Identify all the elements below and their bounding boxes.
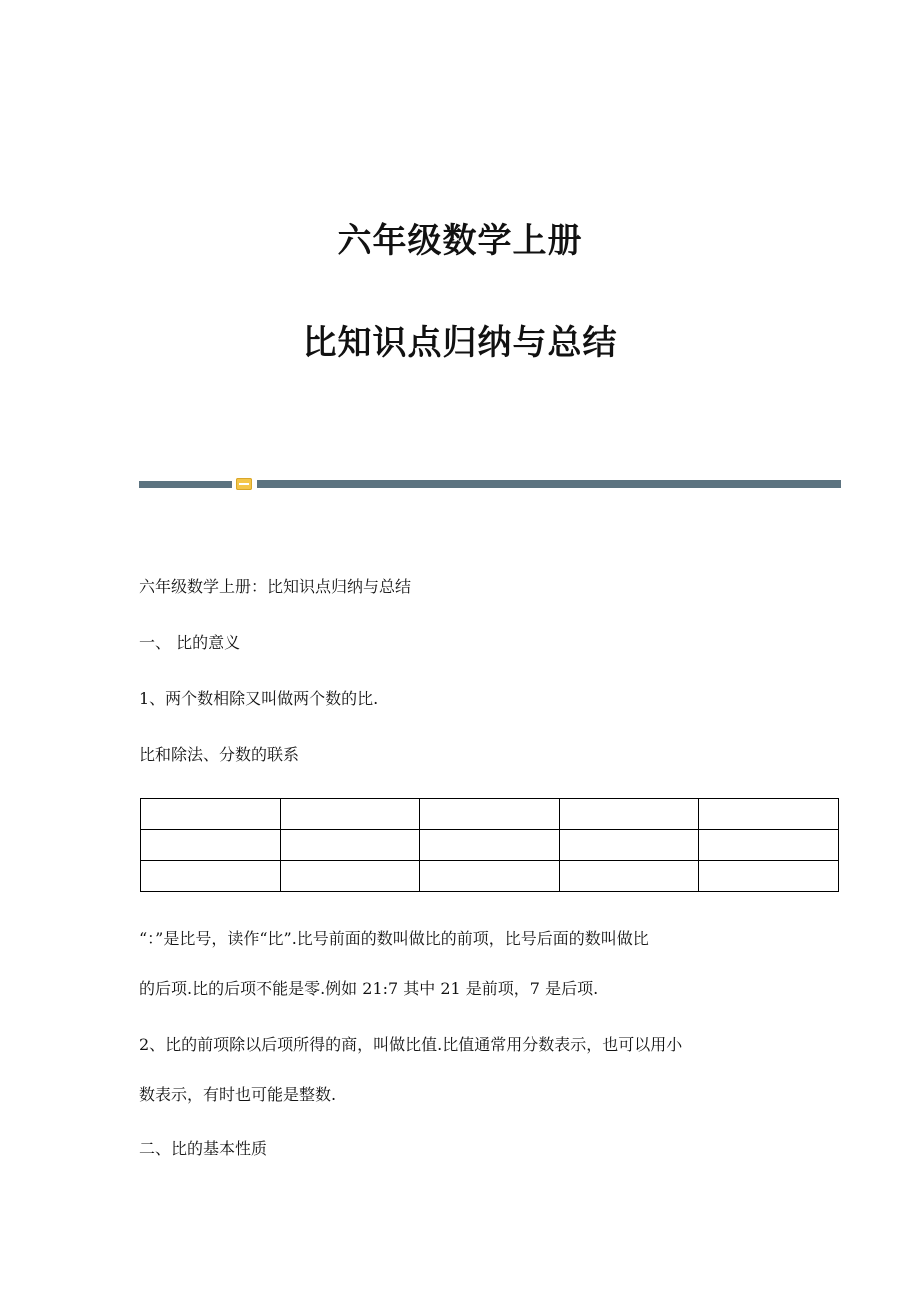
table-cell xyxy=(420,799,560,830)
table-cell xyxy=(280,861,420,892)
document-subtitle: 比知识点归纳与总结 xyxy=(302,323,618,363)
document-title: 六年级数学上册 xyxy=(337,221,583,261)
title-divider xyxy=(139,478,841,492)
table-cell xyxy=(141,799,281,830)
table-cell xyxy=(699,830,839,861)
table-cell xyxy=(280,830,420,861)
table-cell xyxy=(280,799,420,830)
table-cell xyxy=(141,830,281,861)
table-cell xyxy=(699,861,839,892)
table-cell xyxy=(559,861,699,892)
table-cell xyxy=(699,799,839,830)
relation-table xyxy=(140,798,839,892)
intro-line: 六年级数学上册：比知识点归纳与总结 xyxy=(139,577,412,596)
section-heading-basic-property: 二、比的基本性质 xyxy=(139,1139,268,1158)
colon-explanation-line-2: 的后项.比的后项不能是零.例如 21:7 其中 21 是前项，7 是后项. xyxy=(139,979,599,998)
item-2-ratio-value-line-2: 数表示，有时也可能是整数. xyxy=(139,1085,337,1104)
table-row xyxy=(141,799,839,830)
relation-heading: 比和除法、分数的联系 xyxy=(139,745,300,764)
table-row xyxy=(141,861,839,892)
item-1-definition: 1、两个数相除又叫做两个数的比. xyxy=(139,689,379,708)
table-row xyxy=(141,830,839,861)
section-heading-meaning: 一、 比的意义 xyxy=(139,633,241,652)
item-2-ratio-value-line-1: 2、比的前项除以后项所得的商，叫做比值.比值通常用分数表示，也可以用小 xyxy=(139,1035,683,1054)
table-cell xyxy=(420,830,560,861)
table-cell xyxy=(141,861,281,892)
envelope-icon xyxy=(236,478,252,490)
table-cell xyxy=(559,799,699,830)
divider-bar-right xyxy=(257,480,841,488)
colon-explanation-line-1: “：”是比号，读作“比”.比号前面的数叫做比的前项，比号后面的数叫做比 xyxy=(139,929,649,948)
table-cell xyxy=(559,830,699,861)
table-cell xyxy=(420,861,560,892)
divider-bar-left xyxy=(139,481,232,488)
